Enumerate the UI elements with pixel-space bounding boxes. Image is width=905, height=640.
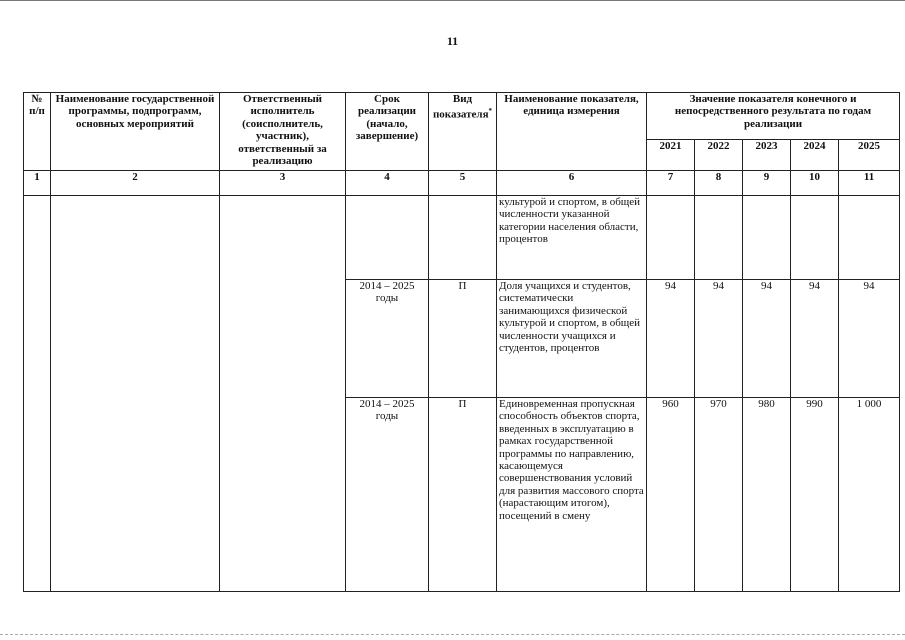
cell-value: 970: [695, 398, 743, 592]
cell-type: П: [429, 280, 497, 398]
column-number: 11: [839, 171, 900, 196]
header-year: 2021: [647, 140, 695, 171]
header-col-name: Наименование государственной программы, подпрограмм, основных мероприятий: [51, 93, 220, 171]
cell-value: 94: [839, 280, 900, 398]
header-row: [24, 93, 900, 140]
cell-value: 94: [791, 280, 839, 398]
column-number: 6: [497, 171, 647, 196]
header-year: 2024: [791, 140, 839, 171]
cell-value: [839, 196, 900, 280]
header-col-type: [429, 93, 497, 171]
column-numbers-row: [24, 171, 900, 196]
cell-name: [51, 196, 220, 592]
cell-value: 960: [647, 398, 695, 592]
header-col-no: № п/п: [24, 93, 51, 171]
header-year: 2023: [743, 140, 791, 171]
column-number: 2: [51, 171, 220, 196]
header-year: 2025: [839, 140, 900, 171]
indicators-table: [23, 92, 900, 592]
cell-responsible: [220, 196, 346, 592]
column-number: 8: [695, 171, 743, 196]
table-row: [24, 196, 900, 280]
column-number: 5: [429, 171, 497, 196]
column-number: 3: [220, 171, 346, 196]
cell-indicator: культурой и спортом, в общей численности указанной категории населения области, процентов: [497, 196, 647, 280]
header-year: 2022: [695, 140, 743, 171]
cell-value: [791, 196, 839, 280]
page-bottom-edge: [0, 634, 905, 636]
cell-term: [346, 196, 429, 280]
cell-term: 2014 – 2025 годы: [346, 280, 429, 398]
cell-value: 94: [743, 280, 791, 398]
cell-value: [695, 196, 743, 280]
header-col-type-footnote-mark: *: [488, 107, 493, 116]
column-number: 10: [791, 171, 839, 196]
cell-term: 2014 – 2025 годы: [346, 398, 429, 592]
column-number: 7: [647, 171, 695, 196]
column-number: 9: [743, 171, 791, 196]
cell-value: [647, 196, 695, 280]
cell-type: [429, 196, 497, 280]
cell-value: 94: [695, 280, 743, 398]
cell-value: 980: [743, 398, 791, 592]
header-col-responsible: Ответственный исполнитель (соисполнитель, участник), ответственный за реализацию: [220, 93, 346, 171]
page-top-border: [0, 0, 905, 1]
header-col-type-label: Вид показателя: [432, 93, 489, 122]
cell-value: 1 000: [839, 398, 900, 592]
header-col-term: Срок реализации (начало, завершение): [346, 93, 429, 171]
column-number: 1: [24, 171, 51, 196]
cell-indicator: Единовременная пропускная способность объектов спорта, введенных в эксплуатацию в рамках государственной программы по направлению, касающемуся совершенствования условий для развития массового спорта (нарастающим итогом), посещений в смену: [497, 398, 647, 592]
cell-no: [24, 196, 51, 592]
cell-value: [743, 196, 791, 280]
cell-value: 94: [647, 280, 695, 398]
header-col-indicator: Наименование показателя, единица измерения: [497, 93, 647, 171]
cell-indicator: Доля учащихся и студентов, систематически занимающихся физической культурой и спортом, в общей численности учащихся и студентов, процентов: [497, 280, 647, 398]
cell-type: П: [429, 398, 497, 592]
cell-value: 990: [791, 398, 839, 592]
column-number: 4: [346, 171, 429, 196]
header-col-values-group: Значение показателя конечного и непосредственного результата по годам реализации: [647, 93, 900, 140]
page-number: 11: [446, 34, 459, 48]
